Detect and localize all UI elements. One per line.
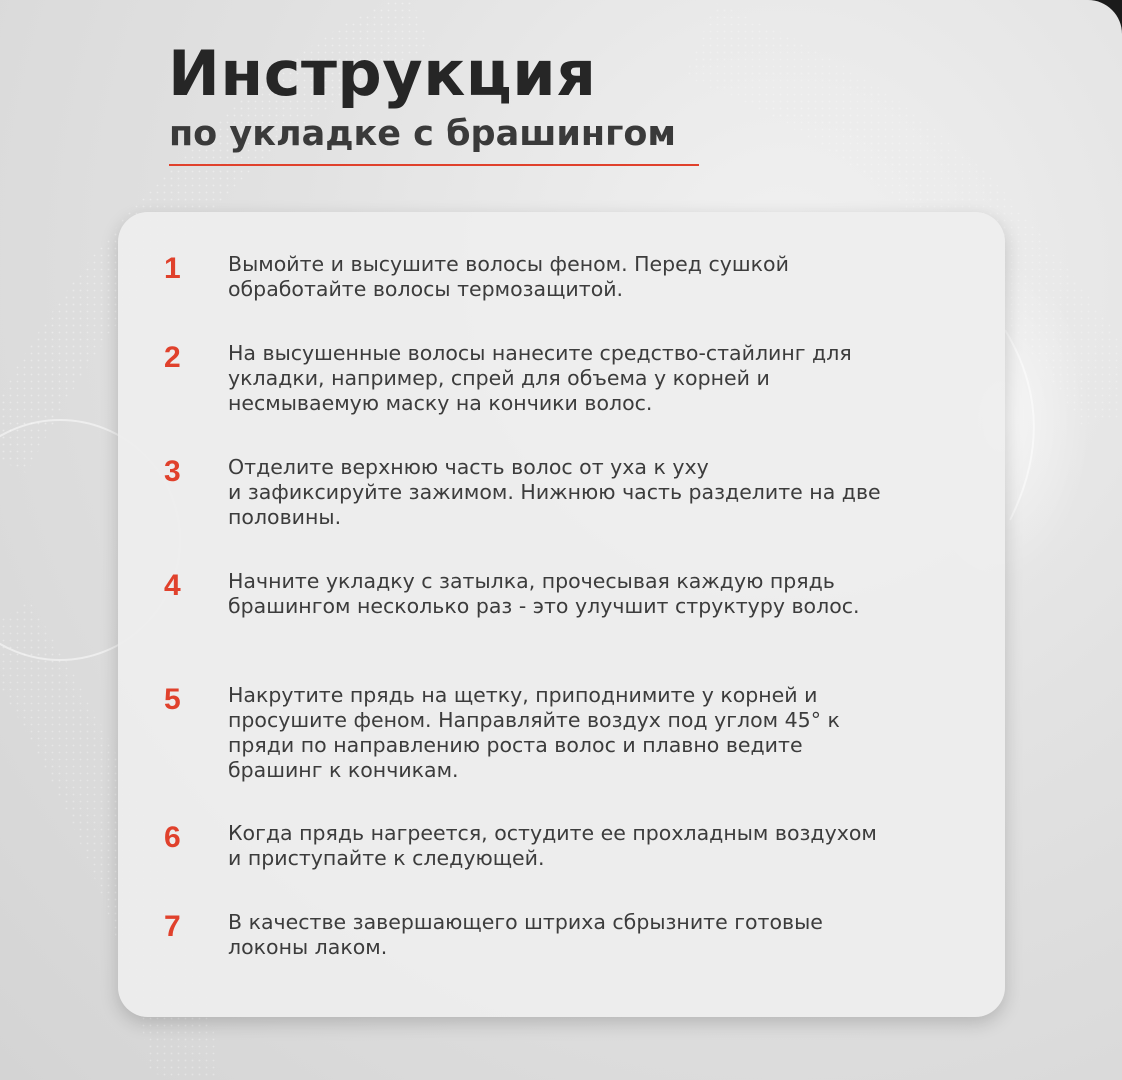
step-text: На высушенные волосы нанесите средство-стайлинг для укладки, например, спрей для объема у корней и несмываемую маску на кончики волос. xyxy=(228,341,852,415)
step-text: Отделите верхнюю часть волос от уха к уху и зафиксируйте зажимом. Нижнюю часть разделите на две половины. xyxy=(228,455,881,529)
step-number: 7 xyxy=(164,910,181,943)
steps-card xyxy=(118,212,1005,1017)
step-number: 2 xyxy=(164,341,181,374)
step-text: Начните укладку с затылка, прочесывая каждую прядь брашингом несколько раз - это улучшит структуру волос. xyxy=(228,569,860,618)
step-text: Вымойте и высушите волосы феном. Перед сушкой обработайте волосы термозащитой. xyxy=(228,252,789,301)
step-text: Когда прядь нагреется, остудите ее прохладным воздухом и приступайте к следующей. xyxy=(228,821,877,870)
page-subtitle: по укладке с брашингом xyxy=(169,114,677,154)
step-number: 5 xyxy=(164,683,181,716)
step-number: 6 xyxy=(164,821,181,854)
step-number: 1 xyxy=(164,252,181,285)
step-number: 4 xyxy=(164,569,181,602)
title-underline-divider xyxy=(169,164,699,166)
step-text: Накрутите прядь на щетку, приподнимите у корней и просушите феном. Направляйте воздух под углом 45° к пряди по направлению роста волос и плавно ведите брашинг к кончикам. xyxy=(228,683,840,782)
step-number: 3 xyxy=(164,455,181,488)
page-title: Инструкция xyxy=(168,37,597,110)
step-text: В качестве завершающего штриха сбрызните готовые локоны лаком. xyxy=(228,910,823,959)
